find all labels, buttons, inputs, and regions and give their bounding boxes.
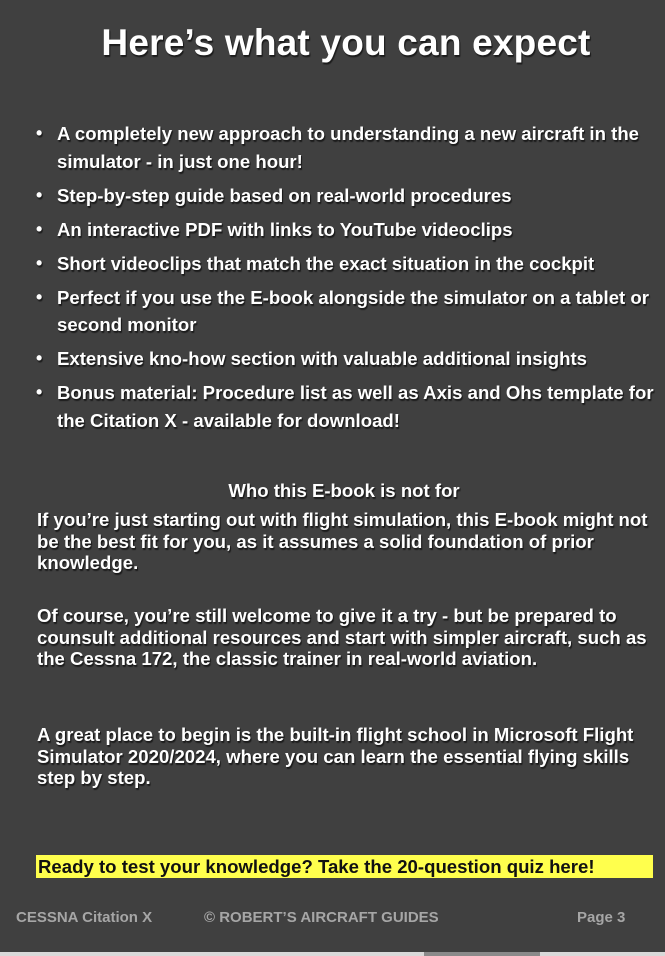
list-item-text: Bonus material: Procedure list as well as Axis and Ohs template for the Citation X - available for download! [57,382,654,431]
bullet-icon: • [36,252,43,273]
list-item [36,250,656,278]
list-item [36,379,656,434]
page-title: Here’s what you can expect [101,22,591,63]
paragraph-try-anyway: Of course, you’re still welcome to give it a try - but be prepared to counsult additional resources and start with simpler aircraft, such as the Cessna 172, the classic trainer in real-world aviation. [37,605,647,669]
footer-aircraft-name: CESSNA Citation X [16,909,153,926]
bullet-icon: • [36,348,43,368]
list-item [36,120,656,175]
list-item-text: A completely new approach to understanding a new aircraft in the simulator - in just one hour! [57,123,640,172]
list-item [36,284,656,339]
bullet-icon: • [36,218,43,239]
paragraph-beginners: If you’re just starting out with flight simulation, this E-book might not be the best fit for you, as it assumes a solid foundation of prior knowledge. [37,509,648,573]
list-item-text: Extensive kno-how section with valuable additional insights [57,348,588,369]
section-heading: Who this E-book is not for [228,480,460,501]
list-item [36,216,656,244]
bullet-icon: • [36,123,43,143]
list-item [36,182,656,210]
footer-copyright: © ROBERT’S AIRCRAFT GUIDES [204,909,439,926]
footer-page-number: Page 3 [577,909,626,926]
list-item [36,345,656,373]
bullet-icon: • [36,184,43,205]
paragraph-flight-school: A great place to begin is the built-in flight school in Microsoft Flight Simulator 2020/2024, where you can learn the essential flying skills step by step. [37,724,634,788]
list-item-text: Short videoclips that match the exact situation in the cockpit [57,252,595,274]
bullet-icon: • [36,286,43,307]
list-item-text: An interactive PDF with links to YouTube videoclips [57,218,513,240]
page-scrollbar[interactable] [0,952,665,956]
list-item-text: Perfect if you use the E-book alongside the simulator on a tablet or second monitor [57,286,649,335]
bullet-icon: • [36,382,43,402]
scrollbar-thumb[interactable] [424,952,540,956]
feature-list [36,120,656,441]
list-item-text: Step-by-step guide based on real-world procedures [57,184,512,206]
quiz-link[interactable]: Ready to test your knowledge? Take the 20-question quiz here! [36,855,653,878]
